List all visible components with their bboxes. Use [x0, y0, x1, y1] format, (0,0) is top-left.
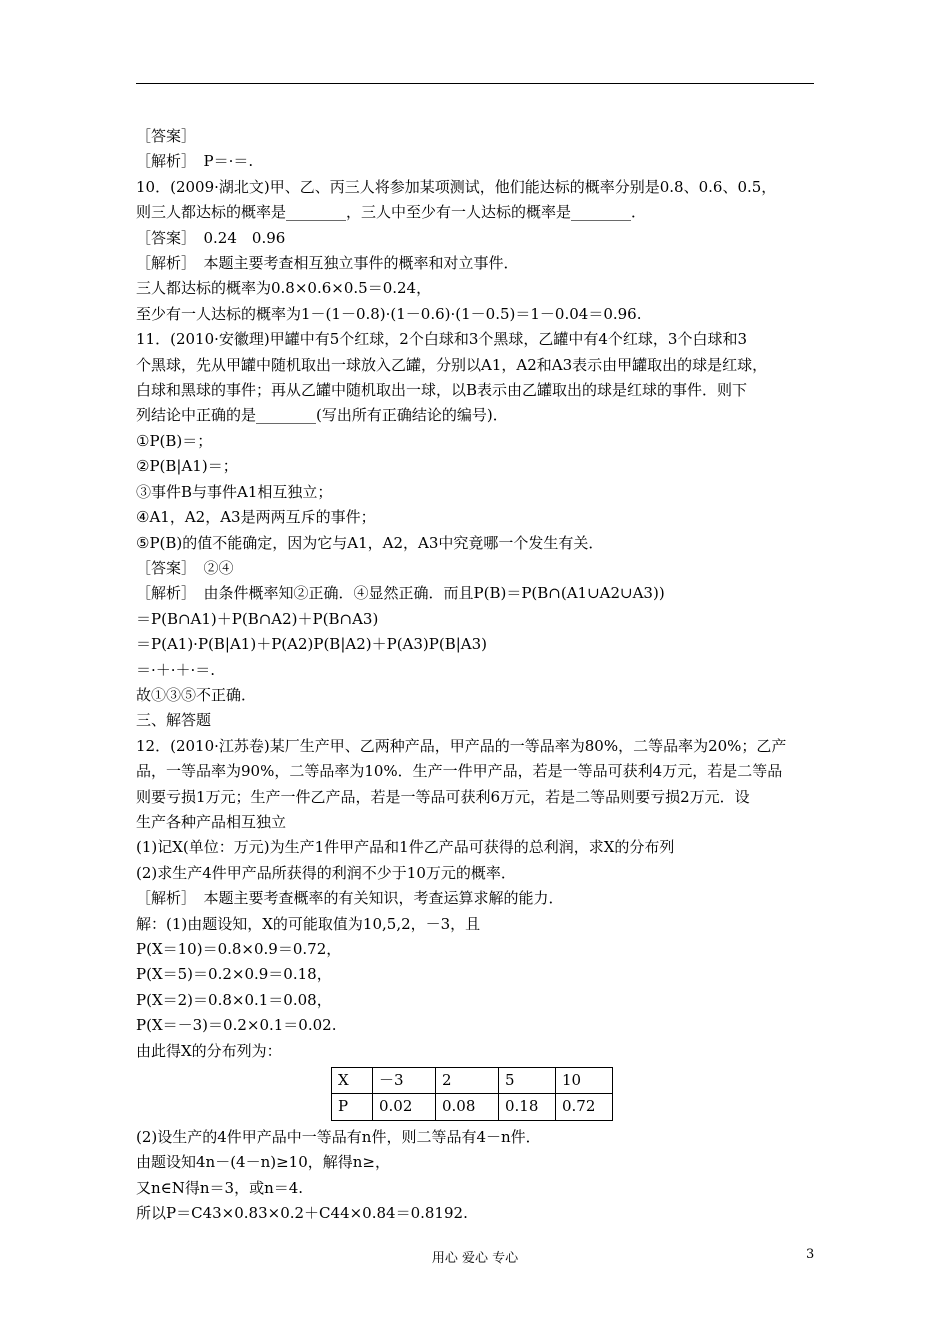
footer-slogan: 用心 爱心 专心	[431, 1251, 519, 1266]
table-cell: 0.02	[373, 1094, 436, 1120]
text-line: 由题设知4n－(4－n)≥10，解得n≥，	[136, 1153, 390, 1172]
text-line: P(X＝10)＝0.8×0.9＝0.72，	[136, 940, 342, 958]
text-line: 解：(1)由题设知，X的可能取值为10,5,2，－3，且	[136, 914, 481, 933]
page-number: 3	[806, 1247, 815, 1262]
table-row	[332, 1094, 613, 1120]
table-cell: 0.18	[499, 1094, 556, 1120]
table-cell: X	[332, 1068, 373, 1094]
table-row	[332, 1068, 613, 1094]
distribution-table	[331, 1067, 613, 1121]
text-line: 所以P＝C43×0.83×0.2＋C44×0.84＝0.8192.	[136, 1204, 468, 1223]
page-content	[136, 124, 836, 1226]
text-line: (2)求生产4件甲产品所获得的利润不少于10万元的概率．	[136, 863, 516, 882]
text-line: 列结论中正确的是________(写出所有正确结论的编号)．	[136, 406, 508, 425]
text-line: ［解析］ 由条件概率知②正确．④显然正确．而且P(B)＝P(B∩(A1∪A2∪A3))	[136, 584, 665, 603]
text-line: ＝P(B∩A1)＋P(B∩A2)＋P(B∩A3)	[136, 609, 379, 628]
text-line: 个黑球，先从甲罐中随机取出一球放入乙罐，分别以A1，A2和A3表示由甲罐取出的球是红球，	[136, 355, 768, 374]
header-rule	[136, 83, 814, 84]
text-line: 三人都达标的概率为0.8×0.6×0.5＝0.24，	[136, 279, 432, 298]
text-line: P(X＝－3)＝0.2×0.1＝0.02.	[136, 1016, 337, 1035]
text-line: ②P(B|A1)＝；	[136, 457, 238, 476]
text-line: ①P(B)＝；	[136, 431, 213, 450]
table-cell: 10	[556, 1068, 613, 1094]
text-line: ＝P(A1)·P(B|A1)＋P(A2)P(B|A2)＋P(A3)P(B|A3)	[136, 635, 488, 654]
table-cell: 0.08	[436, 1094, 499, 1120]
text-line: (1)记X(单位：万元)为生产1件甲产品和1件乙产品可获得的总利润，求X的分布列	[136, 838, 675, 857]
section-heading: 三、解答题	[136, 711, 212, 730]
text-line: ［解析］ 本题主要考查相互独立事件的概率和对立事件．	[136, 254, 519, 273]
text-line: 白球和黑球的事件；再从乙罐中随机取出一球，以B表示由乙罐取出的球是红球的事件．则下	[136, 381, 748, 400]
text-line: 故①③⑤不正确．	[136, 685, 257, 704]
text-line: ［答案］	[136, 127, 197, 145]
text-line: 又n∈N得n＝3，或n＝4.	[136, 1178, 304, 1197]
text-line: ④A1，A2，A3是两两互斥的事件；	[136, 508, 376, 527]
text-line: P(X＝5)＝0.2×0.9＝0.18，	[136, 965, 332, 984]
text-line: ［解析］ 本题主要考查概率的有关知识，考查运算求解的能力．	[136, 889, 564, 908]
text-line: P(X＝2)＝0.8×0.1＝0.08，	[136, 990, 332, 1009]
text-line: ＝·＋·＋·＝.	[136, 660, 216, 679]
text-line: ③事件B与事件A1相互独立；	[136, 482, 333, 501]
text-line: ［解析］ P＝·＝.	[136, 152, 254, 171]
text-line: 12．(2010·江苏卷)某厂生产甲、乙两种产品，甲产品的一等品率为80%，二等品率为20%；乙产	[136, 736, 787, 755]
table-cell: 0.72	[556, 1094, 613, 1120]
text-line: 至少有一人达标的概率为1－(1－0.8)·(1－0.6)·(1－0.5)＝1－0.04＝0.96.	[136, 304, 642, 323]
table-cell: 2	[436, 1068, 499, 1094]
text-line: 则三人都达标的概率是________，三人中至少有一人达标的概率是________．	[136, 203, 647, 222]
text-line: 10．(2009·湖北文)甲、乙、丙三人将参加某项测试，他们能达标的概率分别是0.8、0.6、0.5，	[136, 177, 777, 196]
table-cell: 5	[499, 1068, 556, 1094]
text-line: ［答案］ ②④	[136, 558, 234, 577]
table-cell: －3	[373, 1068, 436, 1094]
text-line: ［答案］ 0.24 0.96	[136, 228, 286, 247]
table-cell: P	[332, 1094, 373, 1120]
text-block-top	[136, 124, 836, 1064]
text-line: 由此得X的分布列为：	[136, 1041, 282, 1060]
text-line: 则要亏损1万元；生产一件乙产品，若是一等品可获利6万元，若是二等品则要亏损2万元．设	[136, 787, 750, 806]
text-line: 品，一等品率为90%，二等品率为10%．生产一件甲产品，若是一等品可获利4万元，若是二等品	[136, 762, 783, 781]
text-line: ⑤P(B)的值不能确定，因为它与A1，A2，A3中究竟哪一个发生有关．	[136, 533, 604, 552]
text-line: (2)设生产的4件甲产品中一等品有n件，则二等品有4－n件．	[136, 1127, 541, 1146]
text-line: 11．(2010·安徽理)甲罐中有5个红球，2个白球和3个黑球，乙罐中有4个红球，3个白球和3	[136, 330, 747, 349]
text-block-bottom	[136, 1125, 836, 1227]
text-line: 生产各种产品相互独立	[136, 812, 287, 831]
